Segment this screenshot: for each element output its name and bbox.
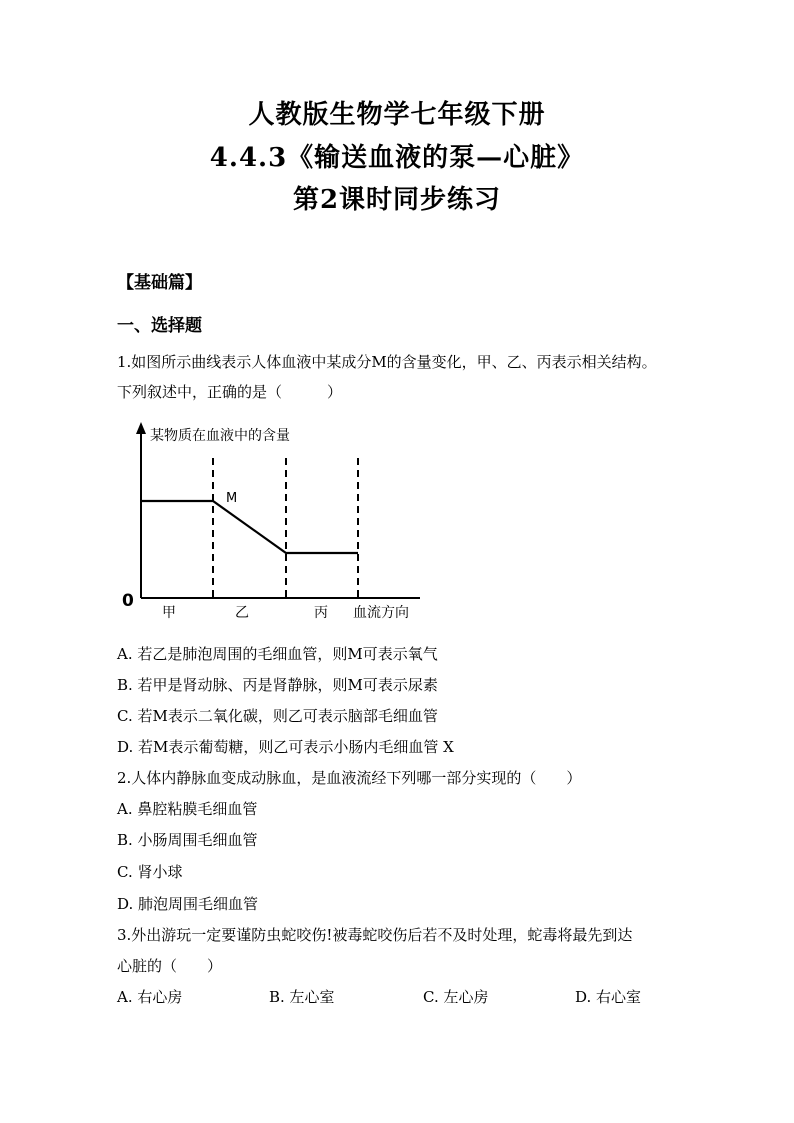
question-3-stem-line-2: 心脏的（ ）: [117, 957, 223, 975]
origin-label: 0: [122, 591, 134, 611]
y-axis-arrow-icon: [136, 422, 146, 434]
question-1-chart: [110, 418, 440, 630]
question-1-stem-line-2: 下列叙述中，正确的是（ ）: [117, 383, 343, 401]
question-3-stem-line-1: 3.外出游玩一定要谨防虫蛇咬伤!被毒蛇咬伤后若不及时处理，蛇毒将最先到达: [117, 926, 633, 944]
curve-label-m: M: [226, 491, 238, 506]
question-2-option-c: C. 肾小球: [117, 863, 183, 881]
question-3-option-a: A. 右心房: [117, 988, 183, 1006]
question-2-option-b: B. 小肠周围毛细血管: [117, 831, 258, 849]
question-2-option-a: A. 鼻腔粘膜毛细血管: [117, 800, 258, 818]
curve-m: [141, 501, 358, 553]
section-heading-choice: 一、选择题: [117, 316, 202, 336]
document-title-line-3: 第2课时同步练习: [292, 185, 502, 215]
question-3-option-b: B. 左心室: [269, 988, 335, 1006]
question-1-stem-line-1: 1.如图所示曲线表示人体血液中某成分M的含量变化，甲、乙、丙表示相关结构。: [117, 353, 657, 371]
section-heading-basic: 【基础篇】: [117, 273, 202, 293]
question-1-option-a: A. 若乙是肺泡周围的毛细血管，则M可表示氧气: [117, 645, 438, 663]
question-2-option-d: D. 肺泡周围毛细血管: [117, 895, 259, 913]
region-label-jia: 甲: [162, 605, 176, 621]
document-title-line-1: 人教版生物学七年级下册: [248, 100, 546, 130]
document-title-line-2: 4.4.3《输送血液的泵—心脏》: [209, 143, 585, 173]
question-1-option-b: B. 若甲是肾动脉、丙是肾静脉，则M可表示尿素: [117, 676, 438, 694]
question-3-option-d: D. 右心室: [575, 988, 642, 1006]
chart-xlabel: 血流方向: [353, 605, 409, 621]
question-3-option-c: C. 左心房: [423, 988, 489, 1006]
region-label-bing: 丙: [314, 605, 328, 621]
chart-ylabel: 某物质在血液中的含量: [150, 428, 290, 444]
question-1-option-c: C. 若M表示二氧化碳，则乙可表示脑部毛细血管: [117, 707, 438, 725]
region-label-yi: 乙: [235, 605, 249, 621]
question-2-stem: 2.人体内静脉血变成动脉血，是血液流经下列哪一部分实现的（ ）: [117, 769, 582, 787]
question-1-option-d: D. 若M表示葡萄糖，则乙可表示小肠内毛细血管 X: [117, 738, 454, 756]
